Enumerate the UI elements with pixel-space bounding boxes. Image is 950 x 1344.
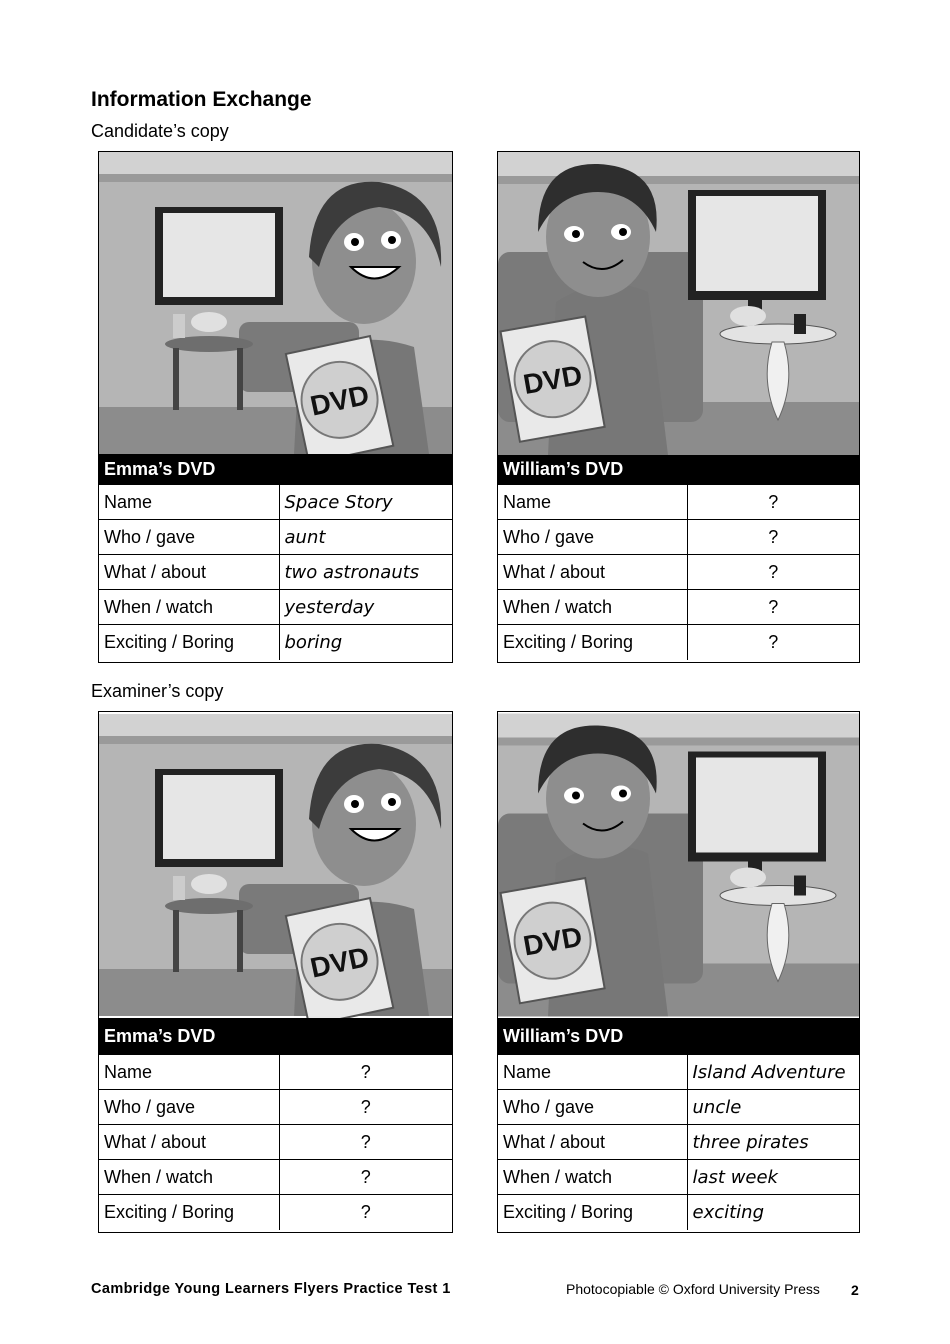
row-value: two astronauts: [279, 555, 452, 590]
william-illustration: [498, 152, 859, 455]
row-label: Who / gave: [99, 520, 279, 555]
row-label: What / about: [498, 1125, 687, 1160]
table-row: [99, 485, 452, 520]
row-label: Who / gave: [498, 1090, 687, 1125]
table-row: [99, 590, 452, 625]
emma-illustration: [99, 712, 452, 1018]
table-row: [498, 1125, 859, 1160]
row-label: Name: [498, 485, 687, 520]
row-value: exciting: [687, 1195, 859, 1230]
row-value: Space Story: [279, 485, 452, 520]
table-row: [99, 1195, 452, 1230]
row-label: Exciting / Boring: [99, 1195, 279, 1230]
emma-info-table: [99, 484, 452, 660]
row-value: ?: [687, 520, 859, 555]
william-dvd-header: William’s DVD: [498, 455, 859, 484]
table-row: [498, 555, 859, 590]
table-row: [99, 1055, 452, 1090]
table-row: [498, 1055, 859, 1090]
dvd-cover-text: DVD: [307, 941, 372, 984]
row-value: ?: [687, 590, 859, 625]
page-title: Information Exchange: [91, 88, 312, 111]
emma-info-table: [99, 1054, 452, 1230]
table-row: [99, 520, 452, 555]
table-row: [99, 1160, 452, 1195]
william-illustration: [498, 712, 859, 1018]
row-value: aunt: [279, 520, 452, 555]
row-value: three pirates: [687, 1125, 859, 1160]
row-value: Island Adventure: [687, 1055, 859, 1090]
row-value: ?: [687, 555, 859, 590]
page-number: 2: [851, 1282, 859, 1298]
row-label: Who / gave: [498, 520, 687, 555]
row-label: Who / gave: [99, 1090, 279, 1125]
row-label: What / about: [498, 555, 687, 590]
table-row: [498, 520, 859, 555]
row-value: ?: [279, 1125, 452, 1160]
william-card-examiner: [497, 711, 860, 1233]
table-row: [99, 1090, 452, 1125]
william-card-candidate: [497, 151, 860, 663]
row-label: Exciting / Boring: [99, 625, 279, 660]
row-label: What / about: [99, 1125, 279, 1160]
table-row: [99, 555, 452, 590]
footer-test-title: Cambridge Young Learners Flyers Practice Test 1: [91, 1281, 451, 1297]
row-label: Name: [99, 485, 279, 520]
row-label: When / watch: [498, 1160, 687, 1195]
emma-dvd-header: Emma’s DVD: [99, 1018, 452, 1054]
dvd-cover-text: DVD: [520, 359, 585, 401]
row-value: boring: [279, 625, 452, 660]
row-label: When / watch: [99, 1160, 279, 1195]
emma-card-candidate: [98, 151, 453, 663]
table-row: [498, 1195, 859, 1230]
table-row: [99, 625, 452, 660]
row-value: ?: [279, 1195, 452, 1230]
table-row: [498, 1090, 859, 1125]
table-row: [99, 1125, 452, 1160]
table-row: [498, 625, 859, 660]
candidate-copy-label: Candidate’s copy: [91, 121, 229, 141]
row-value: last week: [687, 1160, 859, 1195]
row-value: ?: [279, 1160, 452, 1195]
row-label: What / about: [99, 555, 279, 590]
row-value: ?: [687, 485, 859, 520]
table-row: [498, 485, 859, 520]
row-label: When / watch: [99, 590, 279, 625]
table-row: [498, 590, 859, 625]
table-row: [498, 1160, 859, 1195]
footer-copyright: Photocopiable © Oxford University Press: [566, 1281, 820, 1297]
examiner-copy-label: Examiner’s copy: [91, 681, 224, 701]
row-label: Exciting / Boring: [498, 1195, 687, 1230]
william-info-table: [498, 484, 859, 660]
row-value: ?: [279, 1090, 452, 1125]
william-info-table: [498, 1054, 859, 1230]
row-value: uncle: [687, 1090, 859, 1125]
emma-illustration: [99, 152, 452, 454]
row-value: ?: [279, 1055, 452, 1090]
row-label: When / watch: [498, 590, 687, 625]
row-label: Name: [498, 1055, 687, 1090]
row-label: Name: [99, 1055, 279, 1090]
emma-card-examiner: [98, 711, 453, 1233]
emma-dvd-header: Emma’s DVD: [99, 454, 452, 484]
row-value: ?: [687, 625, 859, 660]
dvd-cover-text: DVD: [520, 920, 585, 962]
row-value: yesterday: [279, 590, 452, 625]
william-dvd-header: William’s DVD: [498, 1018, 859, 1054]
dvd-cover-text: DVD: [307, 379, 372, 422]
row-label: Exciting / Boring: [498, 625, 687, 660]
